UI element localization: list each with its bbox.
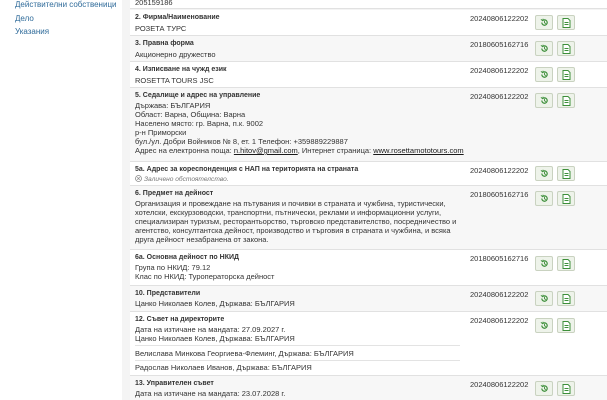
sidebar-item-instructions[interactable]: Указания <box>15 27 50 36</box>
deleted-icon <box>135 175 142 182</box>
document-button[interactable] <box>557 41 575 56</box>
history-icon <box>540 18 549 27</box>
row-value: Група по НКИД: 79.12 <box>135 263 211 272</box>
history-button[interactable] <box>535 291 553 306</box>
record-row-legal-form <box>130 36 607 62</box>
document-button[interactable] <box>557 15 575 30</box>
row-title: 2. Фирма/Наименование <box>135 14 220 21</box>
web-label: , Интернет страница: <box>297 146 374 155</box>
history-icon <box>540 44 549 53</box>
record-row-nap-address <box>130 162 607 186</box>
document-icon <box>562 294 571 304</box>
row-value: Клас по НКИД: Туроператорска дейност <box>135 272 275 281</box>
row-date: 20240806122202 <box>470 14 529 23</box>
row-value: Цанко Николаев Колев, Държава: БЪЛГАРИЯ <box>135 334 295 343</box>
history-icon <box>540 169 549 178</box>
history-button[interactable] <box>535 318 553 333</box>
divider <box>135 360 460 361</box>
email-link[interactable]: n.hitov@gmail.com <box>233 146 298 155</box>
document-icon <box>562 44 571 54</box>
document-button[interactable] <box>557 166 575 181</box>
row-value: бул./ул. Добри Войников № 8, ет. 1 Телефон: +359889229887 <box>135 137 348 146</box>
row-date: 20180605162716 <box>470 40 529 49</box>
row-value: агентство, консултантска дейност, производство и търговия в страната и чужбина, и всяка <box>135 226 451 235</box>
row-value: друга дейност незабранена от закона. <box>135 235 269 244</box>
history-button[interactable] <box>535 67 553 82</box>
record-row-company-name <box>130 10 607 36</box>
email-label: Адрес на електронна поща: <box>135 146 234 155</box>
record-row-management-board <box>130 376 607 400</box>
row-date: 20240806122202 <box>470 316 529 325</box>
row-value: Дата на изтичане на мандата: 23.07.2028 г. <box>135 389 286 398</box>
row-value: Организация и провеждане на пътувания и почивки в страната и чужбина, туристически, <box>135 199 446 208</box>
record-row-foreign-name <box>130 62 607 88</box>
document-button[interactable] <box>557 93 575 108</box>
website-link[interactable]: www.rosettamototours.com <box>373 146 464 155</box>
history-icon <box>540 194 549 203</box>
record-row-top <box>130 0 607 9</box>
row-title: 4. Изписване на чужд език <box>135 66 227 73</box>
contact-line <box>135 146 464 155</box>
record-row-scope <box>130 186 607 250</box>
document-button[interactable] <box>557 291 575 306</box>
row-value: Радослав Николаев Иванов, Държава: БЪЛГАРИЯ <box>135 363 312 372</box>
divider <box>135 345 460 346</box>
history-icon <box>540 70 549 79</box>
document-button[interactable] <box>557 191 575 206</box>
row-date: 20240806122202 <box>470 290 529 299</box>
row-title: 10. Представители <box>135 290 201 297</box>
record-row-seat-address <box>130 88 607 162</box>
document-icon <box>562 18 571 28</box>
row-value: специализиран туризъм, ресторантьорство, търговско представителство, посредничество и <box>135 217 457 226</box>
history-icon <box>540 384 549 393</box>
row-value: Акционерно дружество <box>135 50 216 59</box>
main-content <box>122 0 607 400</box>
row-value: Дата на изтичане на мандата: 27.09.2027 г. <box>135 325 286 334</box>
history-icon <box>540 321 549 330</box>
document-button[interactable] <box>557 318 575 333</box>
row-title: 5. Седалище и адрес на управление <box>135 92 261 99</box>
history-button[interactable] <box>535 256 553 271</box>
row-date: 20180605162716 <box>470 190 529 199</box>
row-value: ROSETTA TOURS JSC <box>135 76 214 85</box>
history-icon <box>540 96 549 105</box>
document-icon <box>562 384 571 394</box>
row-title: 13. Управителен съвет <box>135 380 214 387</box>
record-row-main-activity <box>130 250 607 286</box>
row-date: 20240806122202 <box>470 92 529 101</box>
deleted-note <box>135 175 229 183</box>
document-icon <box>562 321 571 331</box>
row-value: Държава: БЪЛГАРИЯ <box>135 101 211 110</box>
document-icon <box>562 259 571 269</box>
history-icon <box>540 259 549 268</box>
deleted-text: Заличено обстоятелство. <box>144 176 229 183</box>
row-date: 20240806122202 <box>470 380 529 389</box>
document-icon <box>562 96 571 106</box>
record-row-representatives <box>130 286 607 312</box>
row-value: Цанко Николаев Колев, Държава: БЪЛГАРИЯ <box>135 299 295 308</box>
history-button[interactable] <box>535 191 553 206</box>
history-icon <box>540 294 549 303</box>
row-title: 6а. Основна дейност по НКИД <box>135 254 239 261</box>
top-fragment: 205159186 <box>135 0 173 7</box>
document-icon <box>562 169 571 179</box>
record-row-board-of-directors <box>130 312 607 376</box>
history-button[interactable] <box>535 93 553 108</box>
row-value: р-н Приморски <box>135 128 187 137</box>
row-date: 20240806122202 <box>470 66 529 75</box>
document-button[interactable] <box>557 256 575 271</box>
row-date: 20180605162716 <box>470 254 529 263</box>
document-button[interactable] <box>557 67 575 82</box>
history-button[interactable] <box>535 41 553 56</box>
row-title: 3. Правна форма <box>135 40 194 47</box>
history-button[interactable] <box>535 381 553 396</box>
row-value: Област: Варна, Община: Варна <box>135 110 246 119</box>
sidebar-item-beneficial-owners[interactable]: Действителни собственици <box>15 0 117 9</box>
document-icon <box>562 194 571 204</box>
document-icon <box>562 70 571 80</box>
row-title: 6. Предмет на дейност <box>135 190 214 197</box>
sidebar-item-case[interactable]: Дело <box>15 14 34 23</box>
row-value: хотелски, екскурзоводски, транспортни, пътнически, реклами и информационни услуги, <box>135 208 442 217</box>
history-button[interactable] <box>535 166 553 181</box>
history-button[interactable] <box>535 15 553 30</box>
row-value: Велиславa Минкова Георгиева-Флеминг, Държава: БЪЛГАРИЯ <box>135 349 354 358</box>
row-title: 5а. Адрес за кореспонденция с НАП на територията на страната <box>135 166 359 173</box>
row-value: Населено място: гр. Варна, п.к. 9002 <box>135 119 264 128</box>
row-value: РОЗЕТА ТУРС <box>135 24 187 33</box>
row-date: 20240806122202 <box>470 166 529 175</box>
sidebar <box>0 0 122 400</box>
row-title: 12. Съвет на директорите <box>135 316 225 323</box>
document-button[interactable] <box>557 381 575 396</box>
